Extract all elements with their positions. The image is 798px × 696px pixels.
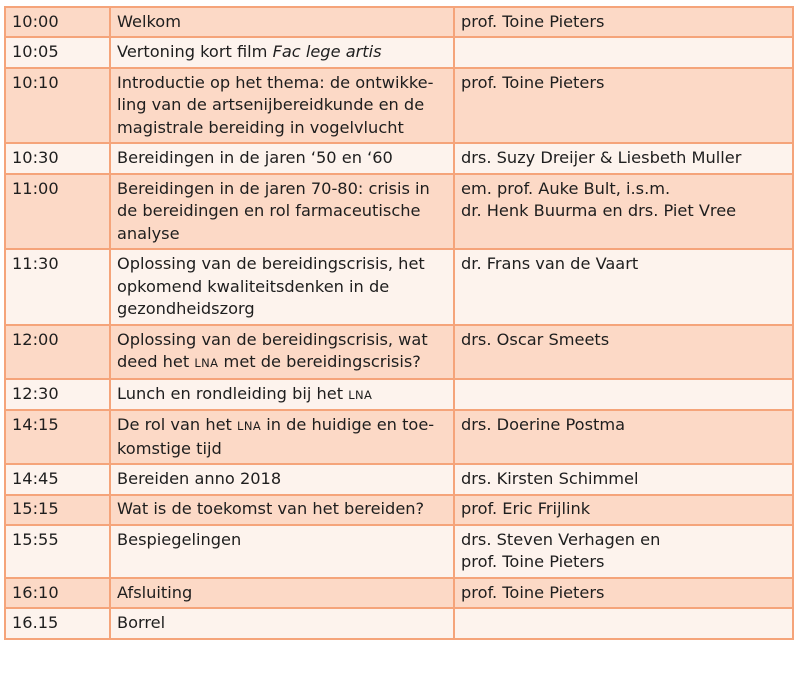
speaker-cell: prof. Toine Pieters (454, 68, 793, 144)
topic-cell: Wat is de toekomst van het bereiden? (110, 495, 454, 525)
speaker-cell: prof. Toine Pieters (454, 7, 793, 37)
topic-text: Oplossing van de bereidingscrisis, wat deed het (117, 329, 428, 372)
topic-text: De rol van het (117, 415, 238, 435)
table-row (5, 143, 793, 173)
film-title: Fac lege artis (272, 42, 382, 62)
time-cell: 11:00 (5, 174, 110, 250)
time-cell: 10:10 (5, 68, 110, 144)
topic-cell (110, 410, 454, 464)
table-row (5, 578, 793, 608)
table-row (5, 525, 793, 578)
time-cell: 16:10 (5, 578, 110, 608)
time-cell: 10:05 (5, 37, 110, 67)
table-row (5, 495, 793, 525)
speaker-cell: drs. Suzy Dreijer & Liesbeth Muller (454, 143, 793, 173)
time-cell: 10:30 (5, 143, 110, 173)
time-cell: 15:15 (5, 495, 110, 525)
speaker-cell: drs. Steven Verhagen en prof. Toine Pieters (454, 525, 793, 578)
speaker-cell: em. prof. Auke Bult, i.s.m. dr. Henk Buurma en drs. Piet Vree (454, 174, 793, 250)
table-row (5, 325, 793, 379)
topic-text: Vertoning kort film (117, 42, 273, 62)
topic-cell: Welkom (110, 7, 454, 37)
topic-cell (110, 379, 454, 410)
table-row (5, 68, 793, 144)
time-cell: 12:00 (5, 325, 110, 379)
time-cell: 16.15 (5, 608, 110, 638)
speaker-cell: drs. Doerine Postma (454, 410, 793, 464)
topic-text: Lunch en rondleiding bij het (117, 383, 349, 403)
speaker-cell (454, 379, 793, 410)
speaker-cell: drs. Oscar Smeets (454, 325, 793, 379)
topic-cell: Bereidingen in de jaren ‘50 en ‘60 (110, 143, 454, 173)
topic-text: in de huidige en toe- komstige tijd (117, 415, 435, 458)
speaker-cell: prof. Toine Pieters (454, 578, 793, 608)
table-row (5, 37, 793, 67)
table-row (5, 410, 793, 464)
time-cell: 14:15 (5, 410, 110, 464)
table-row (5, 379, 793, 410)
org-abbreviation: LNA (237, 419, 262, 434)
speaker-cell: drs. Kirsten Schimmel (454, 464, 793, 494)
org-abbreviation: LNA (348, 387, 373, 402)
topic-cell (110, 325, 454, 379)
speaker-cell (454, 608, 793, 638)
org-abbreviation: LNA (194, 356, 219, 371)
topic-cell (110, 37, 454, 67)
speaker-cell: prof. Eric Frijlink (454, 495, 793, 525)
topic-cell: Afsluiting (110, 578, 454, 608)
topic-cell: Introductie op het thema: de ontwikke- ling van de artsenijbereidkunde en de magistrale bereiding in vogelvlucht (110, 68, 454, 144)
time-cell: 11:30 (5, 249, 110, 325)
time-cell: 15:55 (5, 525, 110, 578)
topic-cell: Bereiden anno 2018 (110, 464, 454, 494)
speaker-cell (454, 37, 793, 67)
table-row (5, 7, 793, 37)
program-table (4, 6, 794, 640)
topic-cell: Oplossing van de bereidingscrisis, het opkomend kwaliteitsdenken in de gezondheidszorg (110, 249, 454, 325)
topic-cell: Bespiegelingen (110, 525, 454, 578)
time-cell: 10:00 (5, 7, 110, 37)
table-row (5, 249, 793, 325)
topic-cell: Bereidingen in de jaren 70-80: crisis in de bereidingen en rol farmaceutische analyse (110, 174, 454, 250)
table-row (5, 608, 793, 638)
topic-cell: Borrel (110, 608, 454, 638)
topic-text: met de bereidingscrisis? (218, 352, 421, 372)
table-row (5, 464, 793, 494)
speaker-cell: dr. Frans van de Vaart (454, 249, 793, 325)
time-cell: 12:30 (5, 379, 110, 410)
time-cell: 14:45 (5, 464, 110, 494)
table-row (5, 174, 793, 250)
